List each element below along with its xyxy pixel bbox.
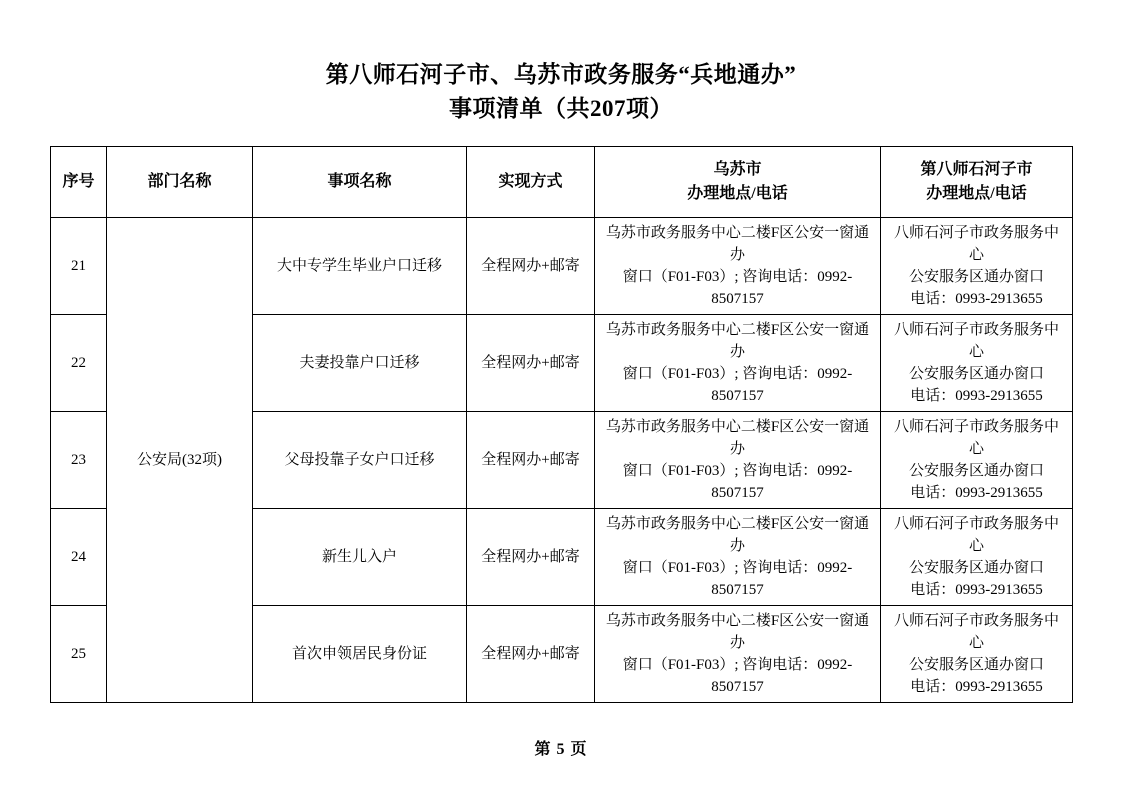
- shihezi-address-line-3: 电话：0993-2913655: [910, 291, 1043, 307]
- cell-seq: 21: [51, 218, 107, 315]
- shihezi-address-line-1: 八师石河子市政务服务中心: [893, 516, 1059, 554]
- shihezi-address-line-3: 电话：0993-2913655: [910, 582, 1043, 598]
- title-line-1: 第八师石河子市、乌苏市政务服务“兵地通办”: [325, 62, 797, 87]
- shihezi-address-line-2: 公安服务区通办窗口: [908, 463, 1044, 479]
- wusu-address-line-2: 窗口（F01-F03）; 咨询电话：0992-8507157: [622, 463, 853, 501]
- page-number: 第 5 页: [534, 741, 588, 758]
- column-header-shihezi: [881, 147, 1073, 218]
- shihezi-address-line-3: 电话：0993-2913655: [910, 679, 1043, 695]
- cell-mode: 全程网办+邮寄: [467, 509, 595, 606]
- cell-mode: 全程网办+邮寄: [467, 218, 595, 315]
- shihezi-address-line-2: 公安服务区通办窗口: [908, 366, 1044, 382]
- shihezi-address-line-2: 公安服务区通办窗口: [908, 269, 1044, 285]
- wusu-address-line-2: 窗口（F01-F03）; 咨询电话：0992-8507157: [622, 560, 853, 598]
- column-header-dept: 部门名称: [107, 147, 253, 218]
- cell-shihezi-address: [881, 509, 1073, 606]
- items-table: [50, 146, 1073, 703]
- cell-mode: 全程网办+邮寄: [467, 412, 595, 509]
- shihezi-address-line-3: 电话：0993-2913655: [910, 485, 1043, 501]
- cell-wusu-address: [595, 218, 881, 315]
- table-header-row: [51, 147, 1073, 218]
- shihezi-address-line-1: 八师石河子市政务服务中心: [893, 322, 1059, 360]
- cell-wusu-address: [595, 606, 881, 703]
- wusu-address-line-2: 窗口（F01-F03）; 咨询电话：0992-8507157: [622, 269, 853, 307]
- items-table-container: [50, 146, 1072, 703]
- cell-wusu-address: [595, 412, 881, 509]
- cell-item-name: 夫妻投靠户口迁移: [253, 315, 467, 412]
- column-header-wusu-line-2: 办理地点/电话: [687, 185, 788, 202]
- wusu-address-line-1: 乌苏市政务服务中心二楼F区公安一窗通办: [605, 419, 870, 457]
- cell-item-name: 父母投靠子女户口迁移: [253, 412, 467, 509]
- cell-item-name: 大中专学生毕业户口迁移: [253, 218, 467, 315]
- page-footer: [0, 736, 1122, 759]
- column-header-mode: 实现方式: [467, 147, 595, 218]
- cell-seq: 22: [51, 315, 107, 412]
- shihezi-address-line-1: 八师石河子市政务服务中心: [893, 613, 1059, 651]
- cell-mode: 全程网办+邮寄: [467, 606, 595, 703]
- cell-shihezi-address: [881, 412, 1073, 509]
- column-header-shihezi-line-2: 办理地点/电话: [926, 185, 1027, 202]
- cell-seq: 24: [51, 509, 107, 606]
- cell-wusu-address: [595, 315, 881, 412]
- column-header-wusu: [595, 147, 881, 218]
- cell-shihezi-address: [881, 315, 1073, 412]
- shihezi-address-line-2: 公安服务区通办窗口: [908, 657, 1044, 673]
- shihezi-address-line-1: 八师石河子市政务服务中心: [893, 419, 1059, 457]
- cell-item-name: 首次申领居民身份证: [253, 606, 467, 703]
- table-body: [51, 218, 1073, 703]
- column-header-shihezi-line-1: 第八师石河子市: [920, 161, 1033, 178]
- cell-seq: 23: [51, 412, 107, 509]
- wusu-address-line-1: 乌苏市政务服务中心二楼F区公安一窗通办: [605, 225, 870, 263]
- cell-wusu-address: [595, 509, 881, 606]
- page-title: [0, 0, 1122, 126]
- cell-item-name: 新生儿入户: [253, 509, 467, 606]
- column-header-wusu-line-1: 乌苏市: [713, 161, 762, 178]
- shihezi-address-line-3: 电话：0993-2913655: [910, 388, 1043, 404]
- cell-mode: 全程网办+邮寄: [467, 315, 595, 412]
- table-row: [51, 218, 1073, 315]
- cell-shihezi-address: [881, 606, 1073, 703]
- shihezi-address-line-2: 公安服务区通办窗口: [908, 560, 1044, 576]
- wusu-address-line-1: 乌苏市政务服务中心二楼F区公安一窗通办: [605, 322, 870, 360]
- wusu-address-line-1: 乌苏市政务服务中心二楼F区公安一窗通办: [605, 613, 870, 651]
- cell-department: 公安局(32项): [107, 218, 253, 703]
- cell-seq: 25: [51, 606, 107, 703]
- wusu-address-line-1: 乌苏市政务服务中心二楼F区公安一窗通办: [605, 516, 870, 554]
- title-line-2: 事项清单（共207项）: [449, 96, 673, 121]
- table-header: [51, 147, 1073, 218]
- column-header-seq: 序号: [51, 147, 107, 218]
- column-header-item: 事项名称: [253, 147, 467, 218]
- wusu-address-line-2: 窗口（F01-F03）; 咨询电话：0992-8507157: [622, 366, 853, 404]
- shihezi-address-line-1: 八师石河子市政务服务中心: [893, 225, 1059, 263]
- wusu-address-line-2: 窗口（F01-F03）; 咨询电话：0992-8507157: [622, 657, 853, 695]
- cell-shihezi-address: [881, 218, 1073, 315]
